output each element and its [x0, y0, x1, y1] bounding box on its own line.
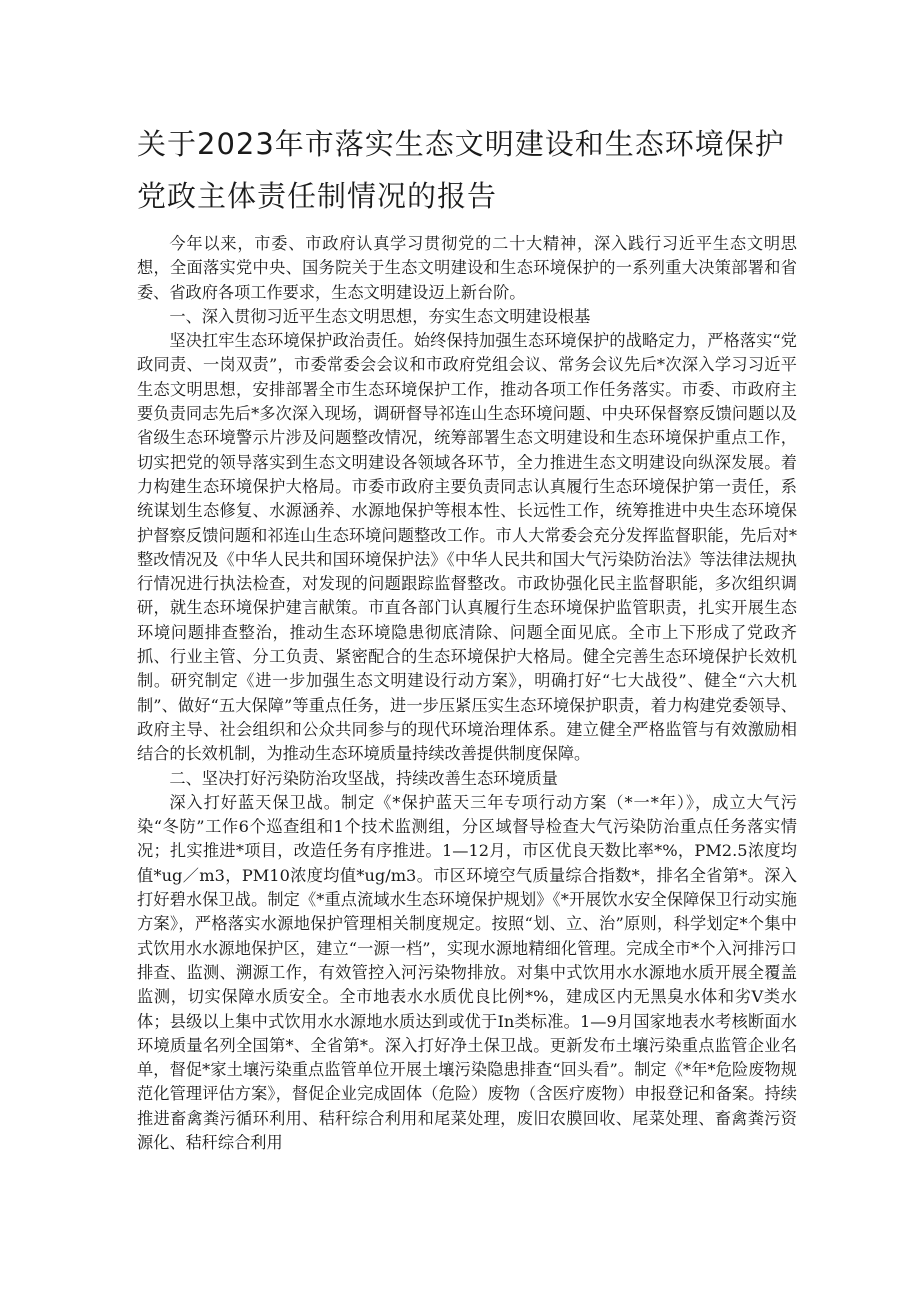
section-1-paragraph: 坚决扛牢生态环境保护政治责任。始终保持加强生态环境保护的战略定力，严格落实“党政同责、一岗双责”，市委常委会会议和市政府党组会议、常务会议先后*次深入学习习近平生态文明思想，安排部署全市生态环境保护工作，推动各项工作任务落实。市委、市政府主要负责同志先后*多次深入现场，调研督导祁连山生态环境问题、中央环保督察反馈问题以及省级生态环境警示片涉及问题整改情况，统筹部署生态文明建设和生态环境保护重点工作，切实把党的领导落实到生态文明建设各领域各环节，全力推进生态文明建设向纵深发展。着力构建生态环境保护大格局。市委市政府主要负责同志认真履行生态环境保护第一责任，系统谋划生态修复、水源涵养、水源地保护等根本性、长远性工作，统筹推进中央生态环境保护督察反馈问题和祁连山生态环境问题整改工作。市人大常委会充分发挥监督职能，先后对*整改情况及《中华人民共和国环境保护法》《中华人民共和国大气污染防治法》等法律法规执行情况进行执法检查，对发现的问题跟踪监督整改。市政协强化民主监督职能，多次组织调研，就生态环境保护建言献策。市直各部门认真履行生态环境保护监管职责，扎实开展生态环境问题排查整治，推动生态环境隐患彻底清除、问题全面见底。全市上下形成了党政齐抓、行业主管、分工负责、紧密配合的生态环境保护大格局。健全完善生态环境保护长效机制。研究制定《进一步加强生态文明建设行动方案》，明确打好“七大战役”、健全“六大机制”、做好“五大保障”等重点任务，进一步压紧压实生态环境保护职责，着力构建党委领导、政府主导、社会组织和公众共同参与的现代环境治理体系。建立健全严格监管与有效激励相结合的长效机制，为推动生态环境质量持续改善提供制度保障。 — [137, 331, 797, 764]
section-heading-1: 一、深入贯彻习近平生态文明思想，夯实生态文明建设根基 — [169, 306, 591, 326]
document-body — [137, 232, 797, 1155]
document-title: 关于2023年市落实生态文明建设和生态环境保护党政主体责任制情况的报告 — [137, 127, 785, 213]
section-heading-2: 二、坚决打好污染防治攻坚战，持续改善生态环境质量 — [169, 768, 558, 788]
section-2-paragraph: 深入打好蓝天保卫战。制定《*保护蓝天三年专项行动方案（*一*年）》，成立大气污染“冬防”工作6个巡查组和1个技术监测组，分区域督导检查大气污染防治重点任务落实情况；扎实推进*项目，改造任务有序推进。1—12月，市区优良天数比率*%，PM2.5浓度均值*ug／m3，PM10浓度均值*ug/m3。市区环境空气质量综合指数*，排名全省第*。深入打好碧水保卫战。制定《*重点流域水生态环境保护规划》《*开展饮水安全保障保卫行动实施方案》，严格落实水源地保护管理相关制度规定。按照“划、立、治”原则，科学划定*个集中式饮用水水源地保护区，建立“一源一档”，实现水源地精细化管理。完成全市*个入河排污口排查、监测、溯源工作，有效管控入河污染物排放。对集中式饮用水水源地水质开展全覆盖监测，切实保障水质安全。全市地表水水质优良比例*%，建成区内无黑臭水体和劣Ⅴ类水体；县级以上集中式饮用水水源地水质达到或优于In类标准。1—9月国家地表水考核断面水环境质量名列全国第*、全省第*。深入打好净土保卫战。更新发布土壤污染重点监管企业名单，督促*家土壤污染重点监管单位开展土壤污染隐患排查“回头看”。制定《*年*危险废物规范化管理评估方案》，督促企业完成固体（危险）废物（含医疗废物）申报登记和备案。持续推进畜禽粪污循环利用、秸秆综合利用和尾菜处理，废旧农膜回收、尾菜处理、畜禽粪污资源化、秸秆综合利用 — [137, 792, 797, 1152]
intro-paragraph: 今年以来，市委、市政府认真学习贯彻党的二十大精神，深入践行习近平生态文明思想，全面落实党中央、国务院关于生态文明建设和生态环境保护的一系列重大决策部署和省委、省政府各项工作要求，生态文明建设迈上新台阶。 — [137, 234, 797, 302]
